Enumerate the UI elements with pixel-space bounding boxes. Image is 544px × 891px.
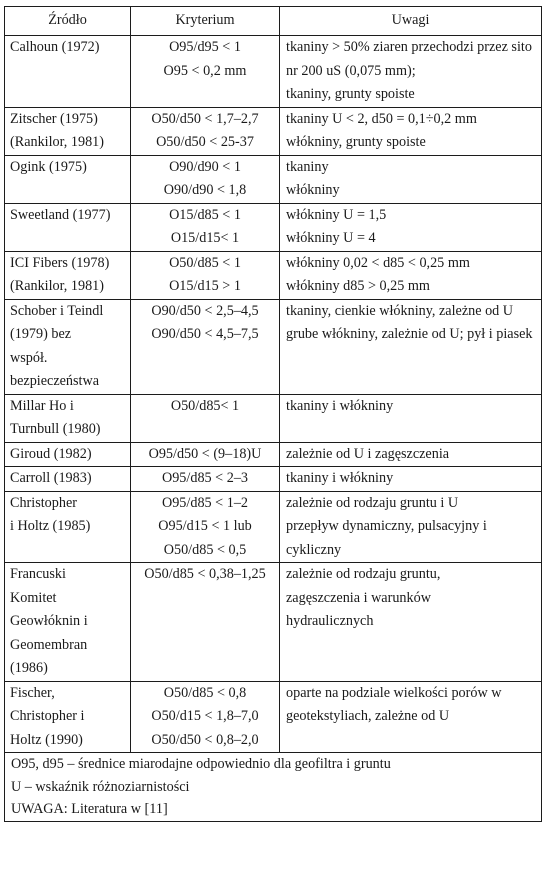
table-row [5,394,542,442]
criterion-line: O95/d95 < 1 [169,39,241,55]
table-row [5,299,542,394]
source-line: (Rankilor, 1981) [10,134,104,150]
criterion-cell [131,36,280,108]
criterion-line: O95/d50 < (9–18)U [148,445,262,462]
remark-line: tkaniny i włókniny [286,397,394,414]
remark-line: włókniny U = 4 [286,230,376,246]
remark-line: zależnie od U i zagęszczenia [286,445,450,462]
criterion-line: O95/d85 < 1–2 [161,494,249,511]
remark-line: włókniny d85 > 0,25 mm [286,278,430,294]
remarks-cell [280,251,542,299]
remark-line: zagęszczenia i warunków [286,589,431,606]
criterion-line: O95 < 0,2 mm [163,62,247,79]
source-line: ICI Fibers (1978) [10,254,110,271]
criterion-line: O50/d50 < 0,8–2,0 [151,731,259,748]
criterion-cell [131,491,280,563]
criterion-line: O50/d85 < 0,38–1,25 [144,566,266,582]
source-line: Ogink (1975) [10,158,87,175]
remark-line: włókniny 0,02 < d85 < 0,25 mm [286,254,470,271]
source-line: Giroud (1982) [10,445,92,462]
table-row [5,251,542,299]
remark-line: oparte na podziale wielkości porów w geotekstyliach, zależne od U [286,684,502,724]
remarks-cell [280,563,542,682]
remarks-cell [280,155,542,203]
source-line: Zitscher (1975) [10,110,98,127]
source-line: Geomembran [10,636,88,653]
source-line: (Rankilor, 1981) [10,278,104,294]
remarks-cell [280,36,542,108]
criterion-line: O50/d15 < 1,8–7,0 [151,708,259,724]
criterion-cell [131,107,280,155]
source-cell [5,467,131,492]
remarks-cell [280,681,542,753]
filter-criteria-table [4,6,542,822]
table-row [5,563,542,682]
source-line: Christopher [10,494,77,511]
source-cell [5,155,131,203]
remark-line: hydraulicznych [286,613,374,629]
remark-line: włókniny U = 1,5 [286,206,387,223]
source-line: Calhoun (1972) [10,39,100,55]
remarks-cell [280,442,542,467]
table-row [5,681,542,753]
criterion-cell [131,442,280,467]
table-row [5,491,542,563]
table-row [5,36,542,108]
criterion-line: O50/d85 < 0,5 [163,541,247,558]
source-cell [5,36,131,108]
criterion-line: O95/d15 < 1 lub [158,518,252,534]
criterion-line: O90/d90 < 1,8 [163,182,247,198]
remark-line: tkaniny U < 2, d50 = 0,1÷0,2 mm [286,110,477,127]
table-row [5,442,542,467]
criterion-line: O90/d90 < 1 [169,158,241,175]
criterion-line: O15/d15< 1 [170,230,240,246]
source-cell [5,203,131,251]
criterion-line: O15/d15 > 1 [169,278,241,294]
criterion-cell [131,203,280,251]
header-row [5,7,542,36]
footnote-symbols: O95, d95 – średnice miarodajne odpowiednio dla geofiltra i gruntu [11,756,391,772]
remarks-cell [280,203,542,251]
remarks-cell [280,394,542,442]
source-cell [5,681,131,753]
criterion-cell [131,155,280,203]
header-criterion: Kryterium [131,7,280,36]
remark-line: włókniny, grunty spoiste [286,134,426,150]
criterion-line: O90/d50 < 2,5–4,5 [151,302,259,319]
source-line: Schober i Teindl [10,302,104,319]
source-line: Carroll (1983) [10,470,92,486]
remark-line: tkaniny, cienkie włókniny, zależne od U [286,302,514,319]
criteria-table-container [4,6,541,822]
source-line: (1986) [10,660,48,676]
source-line: Francuski [10,566,66,582]
remark-line: grube włókniny, zależnie od U; pył i piasek [286,326,533,342]
remarks-cell [280,491,542,563]
table-row [5,155,542,203]
source-line: Christopher i [10,708,85,724]
header-remarks: Uwagi [280,7,542,36]
remark-line: tkaniny > 50% ziaren przechodzi przez sito nr 200 uS (0,075 mm); [286,39,532,79]
criterion-cell [131,394,280,442]
footnotes-cell [5,753,542,822]
table-row [5,203,542,251]
source-line: Turnbull (1980) [10,421,101,437]
remark-line: zależnie od rodzaju gruntu i U [286,494,459,511]
source-cell [5,394,131,442]
criterion-cell [131,299,280,394]
criterion-cell [131,681,280,753]
remark-line: zależnie od rodzaju gruntu, [286,566,441,582]
source-cell [5,299,131,394]
remark-line: tkaniny, grunty spoiste [286,86,415,102]
source-line: Millar Ho i [10,397,74,414]
source-line: Holtz (1990) [10,731,83,748]
source-cell [5,442,131,467]
source-line: Sweetland (1977) [10,206,111,223]
criterion-line: O50/d85< 1 [170,397,240,414]
source-line: współ. [10,349,48,366]
footnote-literature: UWAGA: Literatura w [11] [11,801,168,817]
criterion-cell [131,467,280,492]
criterion-line: O50/d50 < 25-37 [156,134,254,150]
table-row [5,107,542,155]
remarks-cell [280,107,542,155]
criterion-line: O95/d85 < 2–3 [161,470,249,486]
table-row [5,467,542,492]
table-body [5,36,542,753]
remarks-cell [280,299,542,394]
criterion-cell [131,251,280,299]
source-line: bezpieczeństwa [10,373,100,389]
criterion-line: O50/d85 < 0,8 [163,684,247,701]
remark-line: przepływ dynamiczny, pulsacyjny i cykliczny [286,518,487,558]
source-line: Fischer, [10,684,55,701]
remark-line: tkaniny [286,158,329,175]
footnote-u: U – wskaźnik różnoziarnistości [11,778,190,795]
remark-line: tkaniny i włókniny [286,470,394,486]
criterion-line: O15/d85 < 1 [169,206,241,223]
footnote-row [5,753,542,822]
source-cell [5,563,131,682]
source-line: Geowłóknin i [10,613,88,629]
source-line: (1979) bez [10,326,72,342]
source-line: i Holtz (1985) [10,518,91,534]
header-source: Źródło [5,7,131,36]
source-line: Komitet [10,589,57,606]
remark-line: włókniny [286,182,340,198]
criterion-cell [131,563,280,682]
source-cell [5,251,131,299]
source-cell [5,107,131,155]
source-cell [5,491,131,563]
criterion-line: O50/d50 < 1,7–2,7 [151,110,259,127]
criterion-line: O90/d50 < 4,5–7,5 [151,326,259,342]
criterion-line: O50/d85 < 1 [169,254,241,271]
remarks-cell [280,467,542,492]
